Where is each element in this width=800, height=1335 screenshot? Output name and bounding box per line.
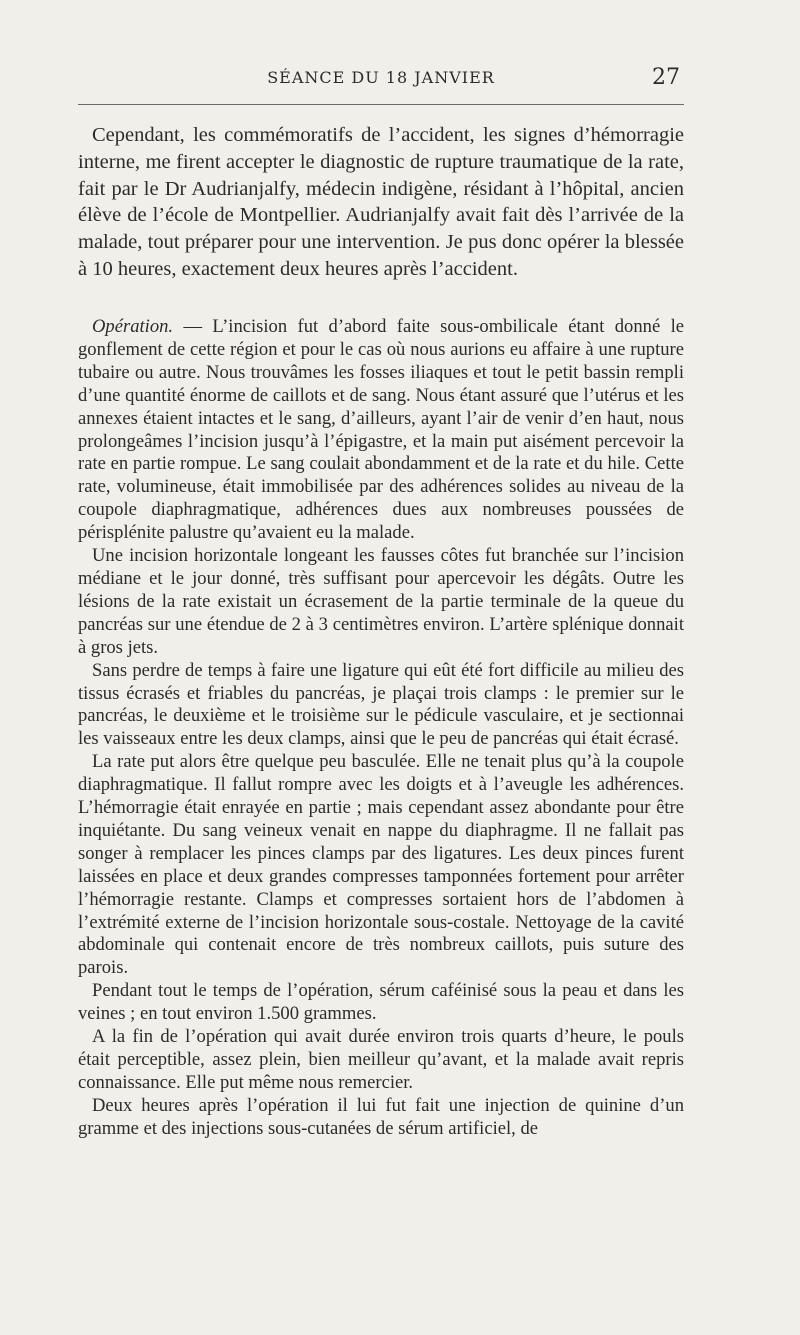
header-rule (78, 104, 684, 105)
paragraph: Une incision horizontale longeant les fausses côtes fut branchée sur l’incision médiane et le jour donné, très suffisant pour apercevoir les dégâts. Outre les lésions de la rate existait un écrasement de la partie terminale de la queue du pancréas sur une étendue de 2 à 3 centimètres environ. L’artère splénique donnait à gros jets. (78, 545, 684, 658)
paragraph: Cependant, les commémoratifs de l’accident, les signes d’hémorragie interne, me firent accepter le diagnostic de rupture traumatique de la rate, fait par le Dr Audrianjalfy, médecin indigène, résidant à l’hôpital, ancien élève de l’école de Montpellier. Audrianjalfy avait fait dès l’arrivée de la malade, tout préparer pour une intervention. Je pus donc opérer la blessée à 10 heures, exactement deux heures après l’accident. (78, 124, 684, 280)
paragraph: A la fin de l’opération qui avait durée environ trois quarts d’heure, le pouls était perceptible, assez plein, bien meilleur qu’avant, et la malade avait repris connaissance. Elle put même nous remercier. (78, 1026, 684, 1093)
paragraph (78, 316, 684, 545)
paragraph-text: — L’incision fut d’abord faite sous-ombilicale étant donné le gonflement de cette région et pour le cas où nous aurions eu affaire à une rupture tubaire ou autre. Nous trouvâmes les fosses iliaques et tout le petit bassin rempli d’une quantité énorme de caillots et de sang. Nous étant assuré que l’utérus et les annexes étaient intactes et le sang, d’ailleurs, ayant l’air de venir d’en haut, nous prolongeâmes l’incision jusqu’à l’épigastre, et la main put aisément percevoir la rate en partie rompue. Le sang coulait abondamment et de la rate et du hile. Cette rate, volumineuse, était immobilisée par des adhérences solides au niveau de la coupole diaphragmatique, adhérences dues aux nombreuses poussées de périsplénite palustre qu’avaient eu la malade. (78, 316, 684, 544)
page-number: 27 (652, 65, 680, 90)
paragraph: La rate put alors être quelque peu basculée. Elle ne tenait plus qu’à la coupole diaphragmatique. Il fallut rompre avec les doigts et à l’aveugle les adhérences. L’hémorragie était enrayée en partie ; mais cependant assez abondante pour être inquiétante. Du sang veineux venait en nappe du diaphragme. Il ne fallait pas songer à remplacer les pinces clamps par des ligatures. Les deux pinces furent laissées en place et deux grandes compresses tamponnées fortement pour arrêter l’hémorragie restante. Clamps et compresses sortaient hors de l’abdomen à l’extrémité externe de l’incision horizontale sous-costale. Nettoyage de la cavité abdominale qui contenait encore de très nombreux caillots, puis suture des parois. (78, 751, 684, 979)
paragraph: Pendant tout le temps de l’opération, sérum caféinisé sous la peau et dans les veines ; en tout environ 1.500 grammes. (78, 980, 684, 1025)
intro-block (78, 122, 684, 283)
paragraph: Sans perdre de temps à faire une ligature qui eût été fort difficile au milieu des tissus écrasés et friables du pancréas, je plaçai trois clamps : le premier sur le pancréas, le deuxième et le troisième sur le pédicule vasculaire, et je sectionnai les vaisseaux entre les deux clamps, ainsi que le peu de pancréas qui était écrasé. (78, 659, 684, 750)
running-header (78, 65, 684, 98)
section-label: Opération. (92, 316, 174, 337)
running-title: SÉANCE DU 18 JANVIER (267, 68, 495, 87)
operation-block (78, 316, 684, 1141)
paragraph: Deux heures après l’opération il lui fut fait une injection de quinine d’un gramme et des injections sous-cutanées de sérum artificiel, de (78, 1094, 684, 1139)
